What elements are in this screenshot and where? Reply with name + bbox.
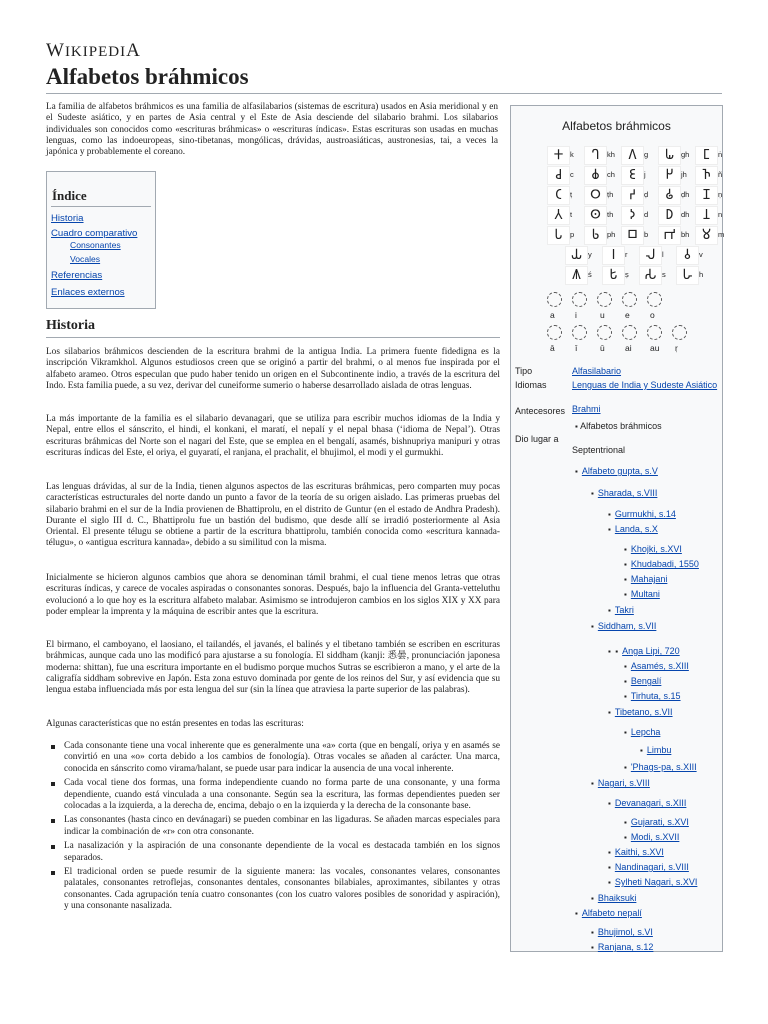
glyph-transliteration: kh xyxy=(607,150,615,159)
glyph-transliteration: ṭ xyxy=(570,190,573,199)
tree-item-link[interactable]: Tirhuta, s.15 xyxy=(630,691,681,701)
glyph-transliteration: v xyxy=(699,250,703,259)
tree-item[interactable] xyxy=(608,707,673,717)
tree-item-link[interactable]: Alfabeto nepalí xyxy=(581,908,642,918)
tree-item-link[interactable]: Mahajani xyxy=(630,574,668,584)
vowel-label: e xyxy=(625,310,630,320)
paragraph xyxy=(46,347,500,392)
wikipedia-wordmark[interactable] xyxy=(46,40,141,62)
tree-heading: Septentrional xyxy=(572,445,626,455)
title-divider xyxy=(46,93,722,94)
glyph-cell: 𑀗 xyxy=(695,146,718,165)
tree-item-link[interactable]: Khojki, s.XVI xyxy=(630,544,682,554)
glyph-transliteration: g xyxy=(644,150,649,159)
glyph-cell: 𑀮 xyxy=(639,246,662,265)
toc-item-cuadro[interactable]: Cuadro comparativo xyxy=(51,228,138,239)
tree-item[interactable] xyxy=(591,927,653,937)
wordmark-initial: W xyxy=(46,40,65,61)
wordmark-body: IKIPEDI xyxy=(64,44,127,60)
glyph-cell: 𑀟 xyxy=(621,186,644,205)
glyph-transliteration: j xyxy=(644,170,646,179)
glyph-cell: 𑀛 xyxy=(658,166,681,185)
toc-heading: Índice xyxy=(52,188,87,203)
paragraph xyxy=(46,640,500,696)
vowel-label: a xyxy=(550,310,555,320)
tree-item[interactable] xyxy=(608,524,658,534)
vowel-placeholder-icon xyxy=(572,325,587,340)
paragraph-text: Algunas características que no están presentes en todas las escrituras: xyxy=(46,719,304,729)
glyph-transliteration: ṇ xyxy=(718,190,723,199)
tree-item[interactable] xyxy=(575,466,658,476)
infobox-caption: Alfabetos bráhmicos xyxy=(562,119,671,133)
tree-item-link[interactable]: Devanagari, s.XIII xyxy=(614,798,687,808)
glyph-cell: 𑀪 xyxy=(658,226,681,245)
field-value-antecesores[interactable]: Brahmi xyxy=(572,404,601,414)
infobox xyxy=(510,105,723,952)
glyph-transliteration: s xyxy=(662,270,666,279)
field-value-dio-lugar: ▪ Alfabetos bráhmicos xyxy=(575,421,662,431)
tree-item[interactable] xyxy=(608,798,686,808)
tree-item-link[interactable]: Nagari, s.VIII xyxy=(597,778,650,788)
field-value-tipo[interactable]: Alfasilabario xyxy=(572,366,622,376)
glyph-cell: 𑀘 xyxy=(547,166,570,185)
tree-item[interactable] xyxy=(624,574,667,584)
toc-item-enlaces[interactable]: Enlaces externos xyxy=(51,287,125,298)
tree-item[interactable] xyxy=(608,509,676,519)
tree-item-link[interactable]: Multani xyxy=(630,589,660,599)
glyph-cell: 𑀕 xyxy=(621,146,644,165)
tree-item-link[interactable]: Asamés, s.XIII xyxy=(630,661,689,671)
tree-item-link[interactable]: Sharada, s.VIII xyxy=(597,488,658,498)
glyph-transliteration: ś xyxy=(588,270,592,279)
glyph-cell: 𑀖 xyxy=(658,146,681,165)
glyph-cell: 𑀳 xyxy=(676,266,699,285)
page-title: Alfabetos bráhmicos xyxy=(46,64,249,89)
list-item: El tradicional orden se puede resumir de la siguiente manera: las vocales, consonantes velares, consonantes palatales, consonantes retroflejas, consonantes dentales, consonantes bilabiales, aproximantes, sibilantes y otras consonantes. Cada agrupación tenía cuatro consonantes (con los cuatro valores posibles de sonoridad y aspiración), y una consonante nasalizada. xyxy=(64,867,500,912)
tree-item[interactable] xyxy=(591,778,650,788)
glyph-cell: 𑀔 xyxy=(584,146,607,165)
tree-item[interactable] xyxy=(591,621,656,631)
field-value-idiomas[interactable]: Lenguas de India y Sudeste Asiático xyxy=(572,380,718,390)
tree-item-link[interactable]: Takri xyxy=(614,605,634,615)
vowel-label: ai xyxy=(625,343,632,353)
vowel-label: ī xyxy=(575,343,578,353)
tree-item-link[interactable]: Gurmukhi, s.14 xyxy=(614,509,676,519)
tree-item[interactable] xyxy=(608,862,689,872)
tree-item-link[interactable]: Modi, s.XVII xyxy=(630,832,680,842)
glyph-transliteration: k xyxy=(570,150,574,159)
glyph-cell: 𑀓 xyxy=(547,146,570,165)
tree-item[interactable] xyxy=(624,762,697,772)
tree-item-link[interactable]: Kaithi, s.XVI xyxy=(614,847,664,857)
tree-item[interactable] xyxy=(608,847,664,857)
paragraph xyxy=(46,482,500,550)
vowel-label: ā xyxy=(550,343,555,353)
tree-item-link[interactable]: Bhujimol, s.VI xyxy=(597,927,653,937)
glyph-cell: 𑀨 xyxy=(584,226,607,245)
glyph-cell: 𑀭 xyxy=(602,246,625,265)
tree-item-link[interactable]: Khudabadi, 1550 xyxy=(630,559,699,569)
paragraph-text: Inicialmente se hicieron algunos cambios que ahora se denominan támil brahmi, el cual tiene menos letras que otras escrituras índicas, y carece de vocales aspiradas o consonantes sonoras. Después, bajo la influencia del Granta-vetteluthu evolucionó a lo que hoy es la escritura alfabeto malabar. Asimismo se introdujeron cambios en los siglos XIX y XX para poder emplear la imprenta y la máquina de escribir antes que la escritura. xyxy=(46,573,500,617)
glyph-transliteration: bh xyxy=(681,230,690,239)
glyph-transliteration: ph xyxy=(607,230,616,239)
vowel-placeholder-icon xyxy=(622,325,637,340)
list-item: La nasalización y la aspiración de una consonante dependiente de la vocal es destacada también en los signos separados. xyxy=(64,841,500,863)
vowel-label: u xyxy=(600,310,605,320)
glyph-transliteration: t xyxy=(570,210,573,219)
tree-item-link[interactable]: Anga Lipi, 720 xyxy=(622,646,680,656)
field-label-idiomas: Idiomas xyxy=(515,380,547,390)
glyph-transliteration: th xyxy=(607,210,614,219)
glyph-cell: 𑀲 xyxy=(639,266,662,285)
glyph-transliteration: ch xyxy=(607,170,615,179)
tree-item[interactable] xyxy=(624,691,681,701)
glyph-transliteration: ñ xyxy=(718,170,723,179)
tree-item[interactable] xyxy=(624,832,679,842)
tree-item-link[interactable]: 'Phags-pa, s.XIII xyxy=(630,762,697,772)
glyph-cell: 𑀝 xyxy=(547,186,570,205)
glyph-cell: 𑀬 xyxy=(565,246,588,265)
toc-item-consonantes[interactable]: Consonantes xyxy=(70,240,121,250)
tree-item[interactable] xyxy=(591,488,657,498)
list-item: Las consonantes (hasta cinco en devánagari) se pueden combinar en las ligaduras. Se añaden marcas especiales para indicar la combinación de «r» con otra consonante. xyxy=(64,815,500,837)
paragraph-text: El birmano, el camboyano, el laosiano, el tailandés, el javanés, el balinés y el tibetano también se escriben en escrituras bráhmicas, aunque cada uno las modificó para ajustarse a su fonología. El siddham (kanji: 悉曇, pronunciación japonesa moderna: shittan), fue una escritura importante en el budismo porque muchos Sutras se escribieron a mano, y el arte de la caligrafía siddham sobrevive en Japón. Esta zona estuvo dominada por gente de los reinos del Sur, y así evidencia que su lengua estaba influenciada más por esta lengua del sur (sin la línea que atraviesa la parte superior de las palabras). xyxy=(46,640,500,696)
tree-item-link[interactable]: Landa, s.X xyxy=(614,524,658,534)
field-label-tipo: Tipo xyxy=(515,366,533,376)
field-value-dio-lugar-text: Alfabetos bráhmicos xyxy=(580,421,662,431)
tree-item[interactable] xyxy=(624,817,689,827)
vowel-placeholder-icon xyxy=(547,325,562,340)
glyph-transliteration: jh xyxy=(681,170,687,179)
vowel-placeholder-icon xyxy=(672,325,687,340)
tree-item[interactable] xyxy=(624,589,660,599)
glyph-cell: 𑀧 xyxy=(547,226,570,245)
vowel-placeholder-icon xyxy=(572,292,587,307)
glyph-cell: 𑀤 xyxy=(621,206,644,225)
glyph-cell: 𑀡 xyxy=(695,186,718,205)
paragraph-text: La más importante de la familia es el silabario devanagari, que se utiliza para escribir muchos idiomas de la India y Nepal, entre ellos el sánscrito, el hindi, el konkani, el maratí, el nepalí y el nepal bhasa (‘idioma de Nepal’). Otras escrituras bráhmicas del Norte son el nagari del Este, que se emplea en el bengalí, asamés, bishnupriya manipuri y otras escrituras índicas del Este, el oriya, el guyaratí, el ranjana, el prachalit, el bhujimol, el modi y el gurmukhi. xyxy=(46,414,500,458)
toc-item-referencias[interactable]: Referencias xyxy=(51,270,103,281)
paragraph xyxy=(46,573,500,618)
tree-item[interactable] xyxy=(591,942,653,952)
tree-item-link[interactable]: Limbu xyxy=(646,745,672,755)
list-item: Cada vocal tiene dos formas, una forma independiente cuando no forma parte de una consonante, y una forma dependiente, cuando está vinculada a una consonante. Según sea la escritura, las formas dependientes pueden ser colocadas a la izquierda, a la derecha de, encima, debajo o en la izquierda y la derecha de la consonante base. xyxy=(64,778,500,812)
vowel-placeholder-icon xyxy=(597,325,612,340)
vowel-placeholder-icon xyxy=(597,292,612,307)
tree-item-link[interactable]: Nandinagari, s.VIII xyxy=(614,862,689,872)
tree-item-link[interactable]: Tibetano, s.VII xyxy=(614,707,673,717)
vowel-placeholder-icon xyxy=(647,292,662,307)
tree-item-link[interactable]: Gujarati, s.XVI xyxy=(630,817,689,827)
glyph-cell: 𑀩 xyxy=(621,226,644,245)
section-divider xyxy=(46,337,500,338)
glyph-cell: 𑀱 xyxy=(602,266,625,285)
tree-item[interactable] xyxy=(608,605,634,615)
paragraph-text: Los silabarios bráhmicos descienden de la escritura brahmi de la antigua India. La primera fuente fidedigna es la inscripción Vikramkhol. Algunos estudiosos creen que se originó a partir del brahmi, o al menos fue inspirada por el alfabeto arameo. Otros especulan que pudo haber tenido un origen en el Subcontinente indio, a través de la escritura del Indo. Esta familia puede, a su vez, derivar del cuneiforme sumerio o haberse desarrollado aislada de otras lenguas. xyxy=(46,347,500,391)
toc-divider xyxy=(51,206,151,207)
glyph-transliteration: gh xyxy=(681,150,690,159)
glyph-transliteration: dh xyxy=(681,210,690,219)
vowel-label: i xyxy=(575,310,577,320)
tree-item[interactable] xyxy=(624,544,682,554)
glyph-transliteration: ḍ xyxy=(644,190,649,199)
vowel-placeholder-icon xyxy=(547,292,562,307)
glyph-transliteration: r xyxy=(625,250,628,259)
tree-item-link[interactable]: Ranjana, s.12 xyxy=(597,942,654,952)
features-list xyxy=(46,741,500,916)
glyph-cell: 𑀥 xyxy=(658,206,681,225)
paragraph xyxy=(46,719,500,730)
tree-item[interactable] xyxy=(591,893,636,903)
glyph-transliteration: ṣ xyxy=(625,270,629,279)
tree-item[interactable] xyxy=(608,646,680,656)
tree-item-link[interactable]: Sylheti Nagari, s.XVI xyxy=(614,877,698,887)
glyph-transliteration: h xyxy=(699,270,704,279)
table-of-contents xyxy=(46,171,156,309)
intro-text: La familia de alfabetos bráhmicos es una familia de alfasilabarios (sistemas de escritura) usados en Asia meridional y en el Sudeste asiático, y en partes de Asia central y el Este de Asia desciende del silabario brahmi. Los silabarios individuales son conocidos como «escrituras bráhmicas» o «escrituras índicas». Estas escrituras son usadas en muchas lenguas, como las indoeuropeas, sino-tibetanas, mongólicas, drávidas, austroasiáticas, austronesias, tai, a veces la japónica y probablemente el coreano. xyxy=(46,102,498,158)
paragraph-text: Las lenguas drávidas, al sur de la India, tienen algunos aspectos de las escrituras bráhmicas, pero comparten muy pocas características estructurales del norte dando un punto a favor de la teoría de su origen aislado. Las primeras pruebas del silabario brahmi en el sur de la India provienen de Bhattiprolu, en el distrito de Guntur (en el estado de Andhra Pradesh). Durante el siglo III d. C., Bhattiprolu fue un bastión del budismo, que desde allí se irradió posteriormente al Asia Oriental. El presente télugu se obtiene a partir de la escritura bhattiprolu, también conocida como «escritura kannada-télugu», o «antigua escritura kannada», debido a su similitud con la misma. xyxy=(46,482,500,549)
tree-item[interactable] xyxy=(640,745,671,755)
field-label-dio-lugar: Dio lugar a xyxy=(515,434,559,444)
section-heading-historia: Historia xyxy=(46,318,95,333)
glyph-transliteration: p xyxy=(570,230,575,239)
glyph-transliteration: b xyxy=(644,230,649,239)
tree-item[interactable] xyxy=(575,908,642,918)
field-label-antecesores: Antecesores xyxy=(515,406,566,416)
glyph-cell: 𑀣 xyxy=(584,206,607,225)
glyph-cell: 𑀰 xyxy=(565,266,588,285)
toc-item-historia[interactable]: Historia xyxy=(51,213,84,224)
tree-item[interactable] xyxy=(624,727,660,737)
tree-item-link[interactable]: Bengalí xyxy=(630,676,662,686)
vowel-label: ū xyxy=(600,343,605,353)
tree-item[interactable] xyxy=(624,661,689,671)
glyph-transliteration: c xyxy=(570,170,574,179)
list-item: Cada consonante tiene una vocal inherente que es generalmente una «a» corta (que en bengalí, oriya y en asamés se convirtió en una «o» corta debido a los cambios de fonología). Otras vocales se añaden al carácter. Una marca, conocida en sánscrito como virama/halant, se puede usar para indicar la ausencia de una vocal inherente. xyxy=(64,741,500,774)
tree-item-link[interactable]: Siddham, s.VII xyxy=(597,621,657,631)
toc-item-vocales[interactable]: Vocales xyxy=(70,254,101,264)
glyph-transliteration: y xyxy=(588,250,592,259)
tree-item[interactable] xyxy=(624,676,661,686)
vowel-placeholder-icon xyxy=(622,292,637,307)
glyph-cell: 𑀜 xyxy=(695,166,718,185)
intro-paragraph xyxy=(46,102,498,158)
glyph-transliteration: l xyxy=(662,250,664,259)
glyph-cell: 𑀯 xyxy=(676,246,699,265)
glyph-transliteration: m xyxy=(718,230,725,239)
glyph-transliteration: d xyxy=(644,210,649,219)
tree-item-link[interactable]: Alfabeto gupta, s.V xyxy=(581,466,658,476)
vowel-label: o xyxy=(650,310,655,320)
tree-item-link[interactable]: Lepcha xyxy=(630,727,661,737)
tree-item[interactable] xyxy=(608,877,697,887)
glyph-transliteration: n xyxy=(718,210,723,219)
glyph-cell: 𑀦 xyxy=(695,206,718,225)
glyph-cell: 𑀚 xyxy=(621,166,644,185)
glyph-transliteration: ṭh xyxy=(607,190,614,199)
glyph-cell: 𑀠 xyxy=(658,186,681,205)
vowel-label: au xyxy=(650,343,660,353)
glyph-transliteration: ḍh xyxy=(681,190,690,199)
glyph-cell: 𑀢 xyxy=(547,206,570,225)
tree-item[interactable] xyxy=(624,559,699,569)
glyph-cell: 𑀫 xyxy=(695,226,718,245)
glyph-cell: 𑀙 xyxy=(584,166,607,185)
glyph-cell: 𑀞 xyxy=(584,186,607,205)
wordmark-final: A xyxy=(126,40,141,61)
paragraph xyxy=(46,414,500,459)
vowel-placeholder-icon xyxy=(647,325,662,340)
glyph-transliteration: ṅ xyxy=(718,150,723,159)
vowel-label: ṛ xyxy=(675,343,678,353)
tree-item-link[interactable]: Bhaiksuki xyxy=(597,893,637,903)
